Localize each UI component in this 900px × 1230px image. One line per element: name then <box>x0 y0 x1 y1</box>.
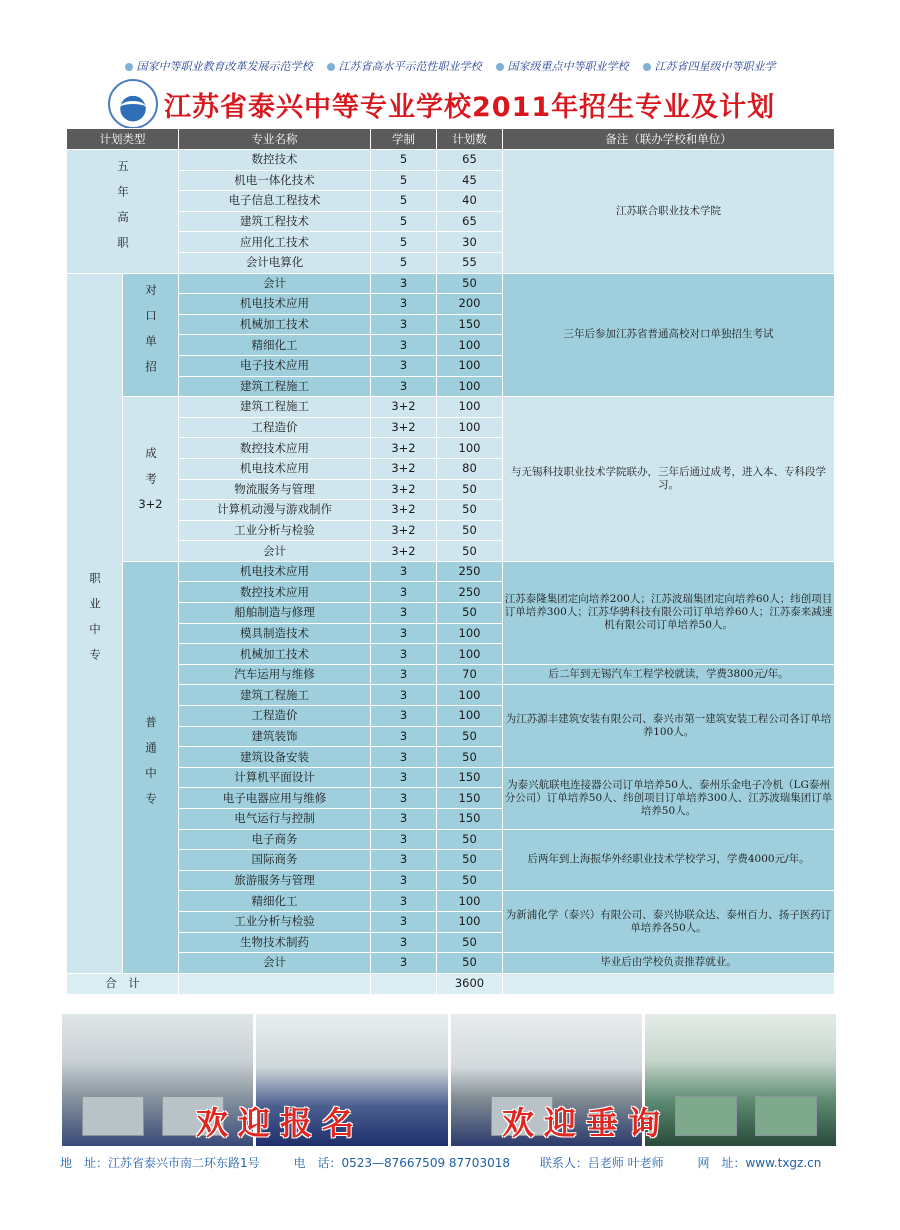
note-cell: 为新浦化学（泰兴）有限公司、泰兴协联众达、泰州百力、扬子医药订单培养各50人。 <box>503 891 835 953</box>
major-name: 精细化工 <box>179 335 371 356</box>
quota: 100 <box>437 335 503 356</box>
years: 3 <box>371 355 437 376</box>
major-name: 机电技术应用 <box>179 294 371 315</box>
table-row <box>67 273 835 294</box>
quota: 50 <box>437 520 503 541</box>
major-name: 计算机动漫与游戏制作 <box>179 500 371 521</box>
note-cell: 后二年到无锡汽车工程学校就读，学费3800元/年。 <box>503 664 835 685</box>
honor-item <box>327 58 482 74</box>
years: 5 <box>371 211 437 232</box>
years: 3 <box>371 809 437 830</box>
major-name: 机电技术应用 <box>179 561 371 582</box>
years: 3 <box>371 891 437 912</box>
major-name: 生物技术制药 <box>179 932 371 953</box>
major-name: 数控技术 <box>179 150 371 171</box>
years: 5 <box>371 170 437 191</box>
major-name: 汽车运用与维修 <box>179 664 371 685</box>
major-name: 会计 <box>179 273 371 294</box>
years: 3 <box>371 953 437 974</box>
subtype-label-suffix: 3+2 <box>138 497 163 511</box>
total-label: 合 计 <box>67 973 179 994</box>
footer-phone: 电 话：0523—87667509 87703018 <box>293 1156 510 1170</box>
enrollment-table <box>66 128 835 995</box>
quota: 50 <box>437 603 503 624</box>
footer-contact: 联系人：吕老师 叶老师 <box>539 1156 664 1170</box>
honor-item <box>125 58 313 74</box>
machine-shape <box>82 1096 144 1136</box>
page-title: 江苏省泰兴中等专业学校2011年招生专业及计划 <box>164 91 776 123</box>
quota: 50 <box>437 747 503 768</box>
major-name: 建筑工程施工 <box>179 685 371 706</box>
quota: 100 <box>437 438 503 459</box>
major-name: 建筑工程技术 <box>179 211 371 232</box>
years: 3 <box>371 788 437 809</box>
footer <box>60 1154 850 1171</box>
major-name: 电子电器应用与维修 <box>179 788 371 809</box>
years: 3 <box>371 747 437 768</box>
major-name: 建筑工程施工 <box>179 376 371 397</box>
table-body <box>67 150 835 995</box>
years: 3+2 <box>371 458 437 479</box>
subtype-exam-entry: 对口单招 <box>123 273 179 397</box>
years: 3 <box>371 706 437 727</box>
years: 3 <box>371 726 437 747</box>
major-name: 建筑设备安装 <box>179 747 371 768</box>
quota: 50 <box>437 932 503 953</box>
header-major: 专业名称 <box>179 129 371 150</box>
table-row <box>67 953 835 974</box>
quota: 65 <box>437 150 503 171</box>
years: 3+2 <box>371 520 437 541</box>
major-name: 工业分析与检验 <box>179 520 371 541</box>
quota: 150 <box>437 314 503 335</box>
major-name: 工程造价 <box>179 417 371 438</box>
note-cell: 江苏泰隆集团定向培养200人；江苏波瑞集团定向培养60人；纬创项目订单培养300人；江苏华骋科技有限公司订单培养60人；江苏泰来减速机有限公司订单培养50人。 <box>503 561 835 664</box>
quota: 80 <box>437 458 503 479</box>
note-cell: 江苏联合职业技术学院 <box>503 150 835 274</box>
years: 3+2 <box>371 397 437 418</box>
major-name: 精细化工 <box>179 891 371 912</box>
honor-text: 江苏省四星级中等职业学 <box>654 60 776 73</box>
major-name: 国际商务 <box>179 850 371 871</box>
note-cell: 为江苏源丰建筑安装有限公司、泰兴市第一建筑安装工程公司各订单培养100人。 <box>503 685 835 767</box>
note-cell: 后两年到上海振华外经职业技术学校学习，学费4000元/年。 <box>503 829 835 891</box>
major-name: 模具制造技术 <box>179 623 371 644</box>
bullet-icon <box>496 63 504 71</box>
note-cell: 与无锡科技职业技术学院联办，三年后通过成考，进入本、专科段学习。 <box>503 397 835 562</box>
years: 5 <box>371 150 437 171</box>
quota: 55 <box>437 252 503 273</box>
table-row <box>67 829 835 850</box>
years: 3 <box>371 644 437 665</box>
total-value: 3600 <box>437 973 503 994</box>
quota: 50 <box>437 870 503 891</box>
years: 3 <box>371 314 437 335</box>
major-name: 机电一体化技术 <box>179 170 371 191</box>
years: 3+2 <box>371 438 437 459</box>
quota: 100 <box>437 685 503 706</box>
header-note: 备注（联办学校和单位） <box>503 129 835 150</box>
machine-shape <box>755 1096 817 1136</box>
major-name: 会计 <box>179 953 371 974</box>
major-name: 应用化工技术 <box>179 232 371 253</box>
major-name: 物流服务与管理 <box>179 479 371 500</box>
table-row <box>67 561 835 582</box>
major-name: 电子信息工程技术 <box>179 191 371 212</box>
note-cell: 为泰兴航联电连接器公司订单培养50人、泰州乐金电子冷机（LG泰州分公司）订单培养50人、纬创项目订单培养300人、江苏波瑞集团订单培养50人。 <box>503 767 835 829</box>
honor-item <box>496 58 629 74</box>
years: 5 <box>371 252 437 273</box>
quota: 100 <box>437 417 503 438</box>
table-row <box>67 397 835 418</box>
years: 3 <box>371 294 437 315</box>
major-name: 工业分析与检验 <box>179 911 371 932</box>
quota: 100 <box>437 911 503 932</box>
years: 5 <box>371 191 437 212</box>
years: 3+2 <box>371 479 437 500</box>
note-cell: 毕业后由学校负责推荐就业。 <box>503 953 835 974</box>
footer-website: 网 址：www.txgz.cn <box>697 1156 822 1170</box>
quota: 250 <box>437 582 503 603</box>
major-name: 计算机平面设计 <box>179 767 371 788</box>
quota: 150 <box>437 788 503 809</box>
honor-text: 国家中等职业教育改革发展示范学校 <box>136 60 313 73</box>
years: 3 <box>371 582 437 603</box>
total-empty <box>179 973 371 994</box>
note-cell: 三年后参加江苏省普通高校对口单独招生考试 <box>503 273 835 397</box>
welcome-inquire-text: 欢迎垂询 <box>502 1104 671 1142</box>
major-name: 建筑装饰 <box>179 726 371 747</box>
plan-type-vocational: 职业中专 <box>67 273 123 973</box>
bullet-icon <box>327 63 335 71</box>
table-row <box>67 685 835 706</box>
subtype-adult-exam <box>123 397 179 562</box>
years: 3 <box>371 603 437 624</box>
footer-address: 地 址：江苏省泰兴市南二环东路1号 <box>60 1156 260 1170</box>
quota: 50 <box>437 953 503 974</box>
quota: 65 <box>437 211 503 232</box>
honors-bar <box>0 58 900 74</box>
major-name: 机械加工技术 <box>179 644 371 665</box>
total-empty <box>371 973 437 994</box>
school-logo-icon <box>108 79 158 129</box>
workshop-photo-2 <box>645 1014 836 1146</box>
years: 3+2 <box>371 500 437 521</box>
major-name: 建筑工程施工 <box>179 397 371 418</box>
quota: 200 <box>437 294 503 315</box>
quota: 100 <box>437 355 503 376</box>
quota: 50 <box>437 479 503 500</box>
major-name: 数控技术应用 <box>179 438 371 459</box>
major-name: 机械加工技术 <box>179 314 371 335</box>
honor-text: 江苏省高水平示范性职业学校 <box>338 60 482 73</box>
major-name: 旅游服务与管理 <box>179 870 371 891</box>
table-header-row <box>67 129 835 150</box>
major-name: 工程造价 <box>179 706 371 727</box>
table-row <box>67 891 835 912</box>
quota: 45 <box>437 170 503 191</box>
bullet-icon <box>643 63 651 71</box>
header-quota: 计划数 <box>437 129 503 150</box>
quota: 100 <box>437 623 503 644</box>
major-name: 电气运行与控制 <box>179 809 371 830</box>
quota: 50 <box>437 541 503 562</box>
total-row <box>67 973 835 994</box>
honor-text: 国家级重点中等职业学校 <box>507 60 629 73</box>
years: 3 <box>371 932 437 953</box>
quota: 70 <box>437 664 503 685</box>
years: 3 <box>371 335 437 356</box>
quota: 250 <box>437 561 503 582</box>
years: 3 <box>371 829 437 850</box>
quota: 150 <box>437 767 503 788</box>
major-name: 船舶制造与修理 <box>179 603 371 624</box>
years: 3 <box>371 561 437 582</box>
subtype-label: 成考 <box>144 447 158 498</box>
quota: 50 <box>437 726 503 747</box>
major-name: 电子技术应用 <box>179 355 371 376</box>
quota: 50 <box>437 273 503 294</box>
header-plan-type: 计划类型 <box>67 129 179 150</box>
subtype-general: 普通中专 <box>123 561 179 973</box>
plan-type-five-year: 五年高职 <box>67 150 179 274</box>
quota: 100 <box>437 706 503 727</box>
major-name: 会计 <box>179 541 371 562</box>
table-row <box>67 664 835 685</box>
years: 3 <box>371 376 437 397</box>
major-name: 电子商务 <box>179 829 371 850</box>
quota: 40 <box>437 191 503 212</box>
header <box>108 82 775 126</box>
quota: 100 <box>437 397 503 418</box>
machine-shape <box>675 1096 737 1136</box>
table-row <box>67 767 835 788</box>
years: 3 <box>371 870 437 891</box>
table-row <box>67 150 835 171</box>
major-name: 机电技术应用 <box>179 458 371 479</box>
years: 5 <box>371 232 437 253</box>
photo-strip <box>62 1014 836 1146</box>
welcome-apply-text: 欢迎报名 <box>196 1104 365 1142</box>
quota: 100 <box>437 376 503 397</box>
major-name: 会计电算化 <box>179 252 371 273</box>
quota: 100 <box>437 891 503 912</box>
honor-item <box>643 58 776 74</box>
quota: 150 <box>437 809 503 830</box>
years: 3 <box>371 767 437 788</box>
years: 3 <box>371 273 437 294</box>
years: 3+2 <box>371 417 437 438</box>
quota: 50 <box>437 500 503 521</box>
bullet-icon <box>125 63 133 71</box>
major-name: 数控技术应用 <box>179 582 371 603</box>
quota: 30 <box>437 232 503 253</box>
years: 3 <box>371 664 437 685</box>
years: 3 <box>371 911 437 932</box>
years: 3 <box>371 850 437 871</box>
total-empty <box>503 973 835 994</box>
quota: 50 <box>437 829 503 850</box>
years: 3 <box>371 623 437 644</box>
quota: 50 <box>437 850 503 871</box>
header-years: 学制 <box>371 129 437 150</box>
years: 3 <box>371 685 437 706</box>
quota: 100 <box>437 644 503 665</box>
years: 3+2 <box>371 541 437 562</box>
